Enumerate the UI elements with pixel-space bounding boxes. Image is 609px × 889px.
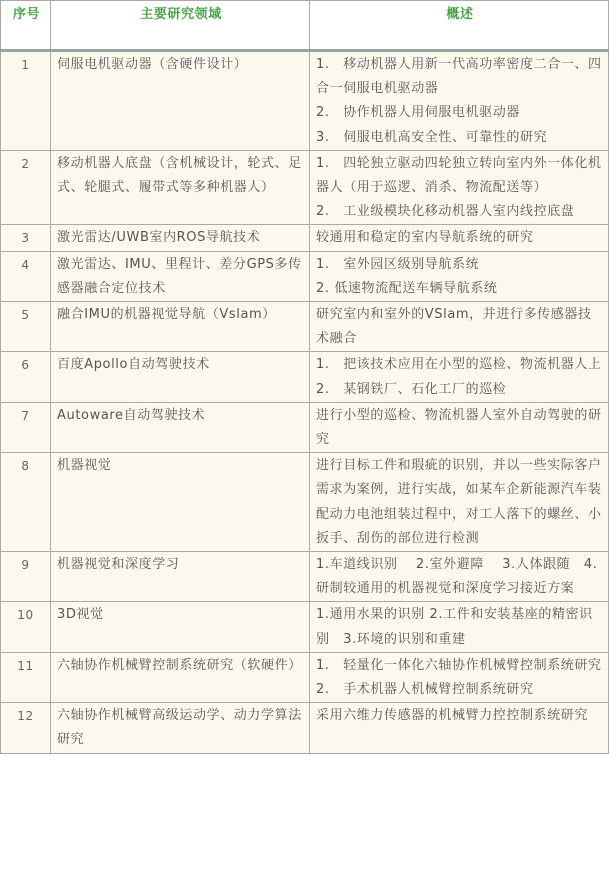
header-index: 序号	[1, 1, 51, 51]
description-line: 1. 室外园区级别导航系统	[316, 256, 480, 272]
row-index: 1	[1, 51, 51, 151]
table-row	[1, 302, 609, 352]
row-index: 4	[1, 251, 51, 301]
table-header-row	[1, 1, 609, 51]
row-description	[310, 51, 609, 151]
description-line: 1. 把该技术应用在小型的巡检、物流机器人上	[316, 357, 602, 373]
row-research-field: 移动机器人底盘（含机械设计，轮式、足式、轮腿式、履带式等多种机器人）	[51, 150, 310, 225]
table-row	[1, 225, 609, 251]
table-row	[1, 602, 609, 652]
row-research-field: 激光雷达/UWB室内ROS导航技术	[51, 225, 310, 251]
table-row	[1, 552, 609, 602]
description-line: 进行小型的巡检、物流机器人室外自动驾驶的研究	[316, 407, 602, 448]
row-index: 10	[1, 602, 51, 652]
row-research-field: 机器视觉和深度学习	[51, 552, 310, 602]
description-line: 3. 伺服电机高安全性、可靠性的研究	[316, 129, 548, 145]
table-row	[1, 150, 609, 225]
row-description	[310, 225, 609, 251]
description-line: 2. 工业级模块化移动机器人室内线控底盘	[316, 204, 575, 220]
description-line: 1. 轻量化一体化六轴协作机械臂控制系统研究	[316, 657, 602, 673]
row-description	[310, 402, 609, 452]
description-line: 1. 移动机器人用新一代高功率密度二合一、四合一伺服电机驱动器	[316, 57, 602, 97]
description-line: 2. 低速物流配送车辆导航系统	[316, 280, 498, 296]
row-description	[310, 602, 609, 652]
table-row	[1, 703, 609, 753]
row-research-field: 3D视觉	[51, 602, 310, 652]
row-research-field: 融合IMU的机器视觉导航（Vslam）	[51, 302, 310, 352]
description-line: 1. 四轮独立驱动四轮独立转向室内外一体化机器人（用于巡逻、消杀、物流配送等）	[316, 155, 602, 196]
table-row	[1, 51, 609, 151]
row-index: 8	[1, 453, 51, 552]
row-description	[310, 453, 609, 552]
row-index: 7	[1, 402, 51, 452]
description-line: 2. 协作机器人用伺服电机驱动器	[316, 105, 521, 121]
row-research-field: 机器视觉	[51, 453, 310, 552]
row-index: 9	[1, 552, 51, 602]
table-row	[1, 251, 609, 301]
row-research-field: 六轴协作机械臂高级运动学、动力学算法研究	[51, 703, 310, 753]
description-line: 1.通用水果的识别 2.工件和安装基座的精密识别 3.环境的识别和重建	[316, 607, 593, 647]
description-line: 采用六维力传感器的机械臂力控控制系统研究	[316, 708, 589, 724]
header-description: 概述	[310, 1, 609, 51]
description-line: 研究室内和室外的VSlam，并进行多传感器技术融合	[316, 307, 592, 347]
table-row	[1, 652, 609, 702]
table-row	[1, 352, 609, 402]
row-index: 11	[1, 652, 51, 702]
description-line: 1.车道线识别 2.室外避障 3.人体跟随 4.研制较通用的机器视觉和深度学习接近方案	[316, 557, 598, 597]
row-index: 2	[1, 150, 51, 225]
row-index: 6	[1, 352, 51, 402]
row-research-field: 激光雷达、IMU、里程计、差分GPS多传感器融合定位技术	[51, 251, 310, 301]
description-line: 较通用和稳定的室内导航系统的研究	[316, 230, 534, 246]
row-index: 3	[1, 225, 51, 251]
row-description	[310, 552, 609, 602]
table-row	[1, 402, 609, 452]
row-description	[310, 352, 609, 402]
row-description	[310, 652, 609, 702]
row-research-field: Autoware自动驾驶技术	[51, 402, 310, 452]
row-research-field: 百度Apollo自动驾驶技术	[51, 352, 310, 402]
description-line: 进行目标工件和瑕疵的识别，并以一些实际客户需求为案例，进行实战，如某车企新能源汽车装配动力电池组装过程中，对工人落下的螺丝、小扳手、刮伤的部位进行检测	[316, 458, 602, 546]
row-description	[310, 703, 609, 753]
row-description	[310, 150, 609, 225]
row-description	[310, 251, 609, 301]
description-line: 2. 手术机器人机械臂控制系统研究	[316, 682, 534, 698]
row-research-field: 六轴协作机械臂控制系统研究（软硬件）	[51, 652, 310, 702]
description-line: 2. 某钢铁厂、石化工厂的巡检	[316, 381, 507, 397]
row-description	[310, 302, 609, 352]
row-index: 12	[1, 703, 51, 753]
table-row	[1, 453, 609, 552]
header-field: 主要研究领域	[51, 1, 310, 51]
table-body	[1, 51, 609, 754]
row-research-field: 伺服电机驱动器（含硬件设计）	[51, 51, 310, 151]
row-index: 5	[1, 302, 51, 352]
